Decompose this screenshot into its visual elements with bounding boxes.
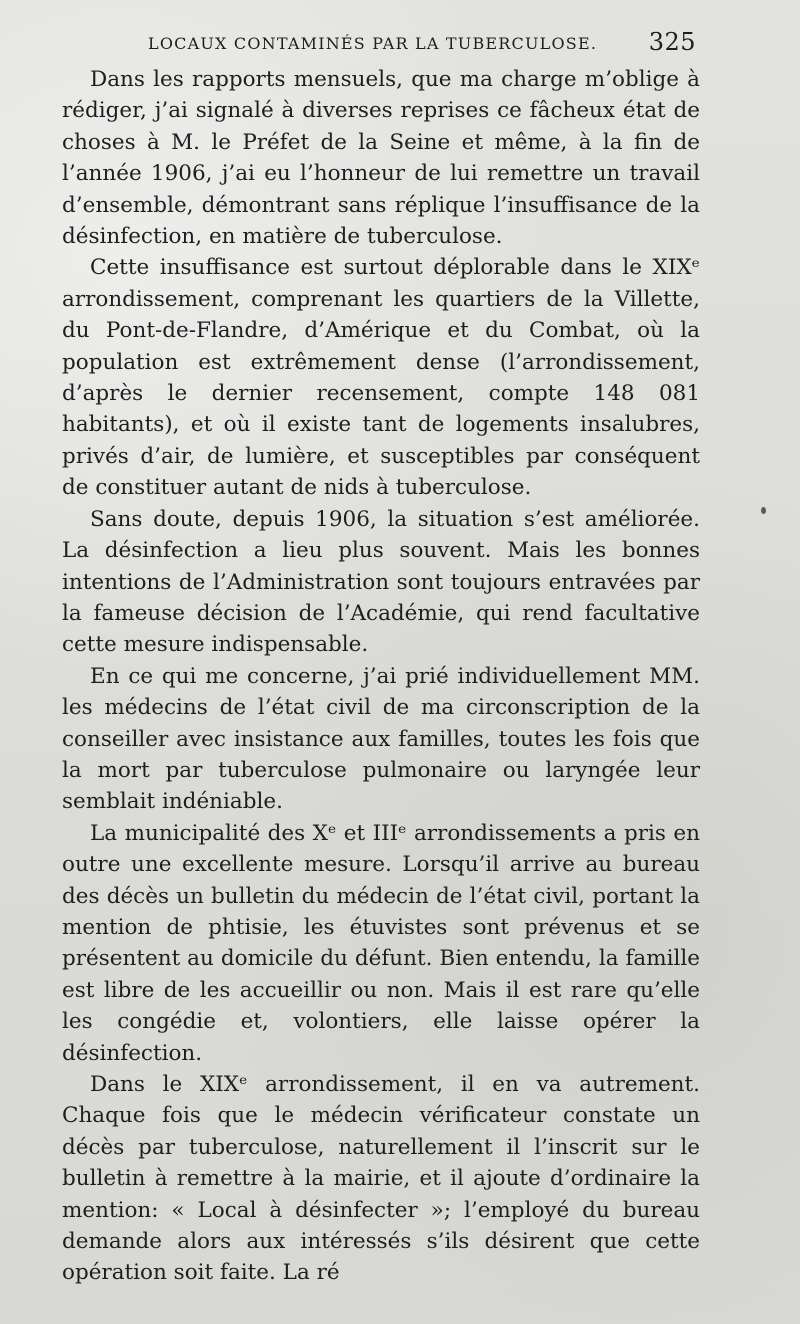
page-header [148, 28, 696, 60]
body-text [62, 64, 700, 1289]
running-title: LOCAUX CONTAMINÉS PAR LA TUBERCULOSE. [148, 34, 598, 53]
paragraph: Dans les rapports mensuels, que ma charge m’oblige à rédiger, j’ai signalé à diverses reprises ce fâcheux état de choses à M. le Préfet de la Seine et même, à la fin de l’année 1906, j’ai eu l’honneur de lui remettre un travail d’ensemble, démontrant sans réplique l’insuffisance de la désinfection, en matière de tuberculose. [62, 67, 700, 250]
paragraph: En ce qui me concerne, j’ai prié individuellement MM. les médecins de l’état civil de ma circonscription de la conseiller avec insistance aux familles, toutes les fois que la mort par tuberculose pulmonaire ou laryngée leur semblait indéniable. [62, 663, 700, 815]
paragraph: Dans le XIXᵉ arrondissement, il en va autrement. Chaque fois que le médecin vérificateur constate un décès par tuberculose, naturellement il l’inscrit sur le bulletin à remettre à la mairie, et il ajoute d’ordinaire la mention: « Local à désinfecter »; l’employé du bureau demande alors aux intéressés s’ils désirent que cette opération soit faite. La ré [62, 1072, 700, 1286]
page-number: 325 [648, 28, 696, 56]
paragraph: La municipalité des Xᵉ et IIIᵉ arrondissements a pris en outre une excellente mesure. Lorsqu’il arrive au bureau des décès un bulletin du médecin de l’état civil, portant la mention de phtisie, les étuvistes sont prévenus et se présentent au domicile du défunt. Bien entendu, la famille est libre de les accueillir ou non. Mais il est rare qu’elle les congédie et, volontiers, elle laisse opérer la désinfection. [62, 820, 700, 1066]
ink-speck [761, 507, 766, 514]
paragraph: Cette insuffisance est surtout déplorable dans le XIXᵉ arrondissement, comprenant les quartiers de la Villette, du Pont-de-Flandre, d’Amérique et du Combat, où la population est extrêmement dense (l’arrondissement, d’après le dernier recensement, compte 148 081 habitants), et où il existe tant de logements insalubres, privés d’air, de lumière, et susceptibles par conséquent de constituer autant de nids à tuberculose. [62, 255, 700, 501]
paragraph: Sans doute, depuis 1906, la situation s’est améliorée. La désinfection a lieu plus souvent. Mais les bonnes intentions de l’Administration sont toujours entravées par la fameuse décision de l’Académie, qui rend facultative cette mesure indispensable. [62, 506, 700, 658]
